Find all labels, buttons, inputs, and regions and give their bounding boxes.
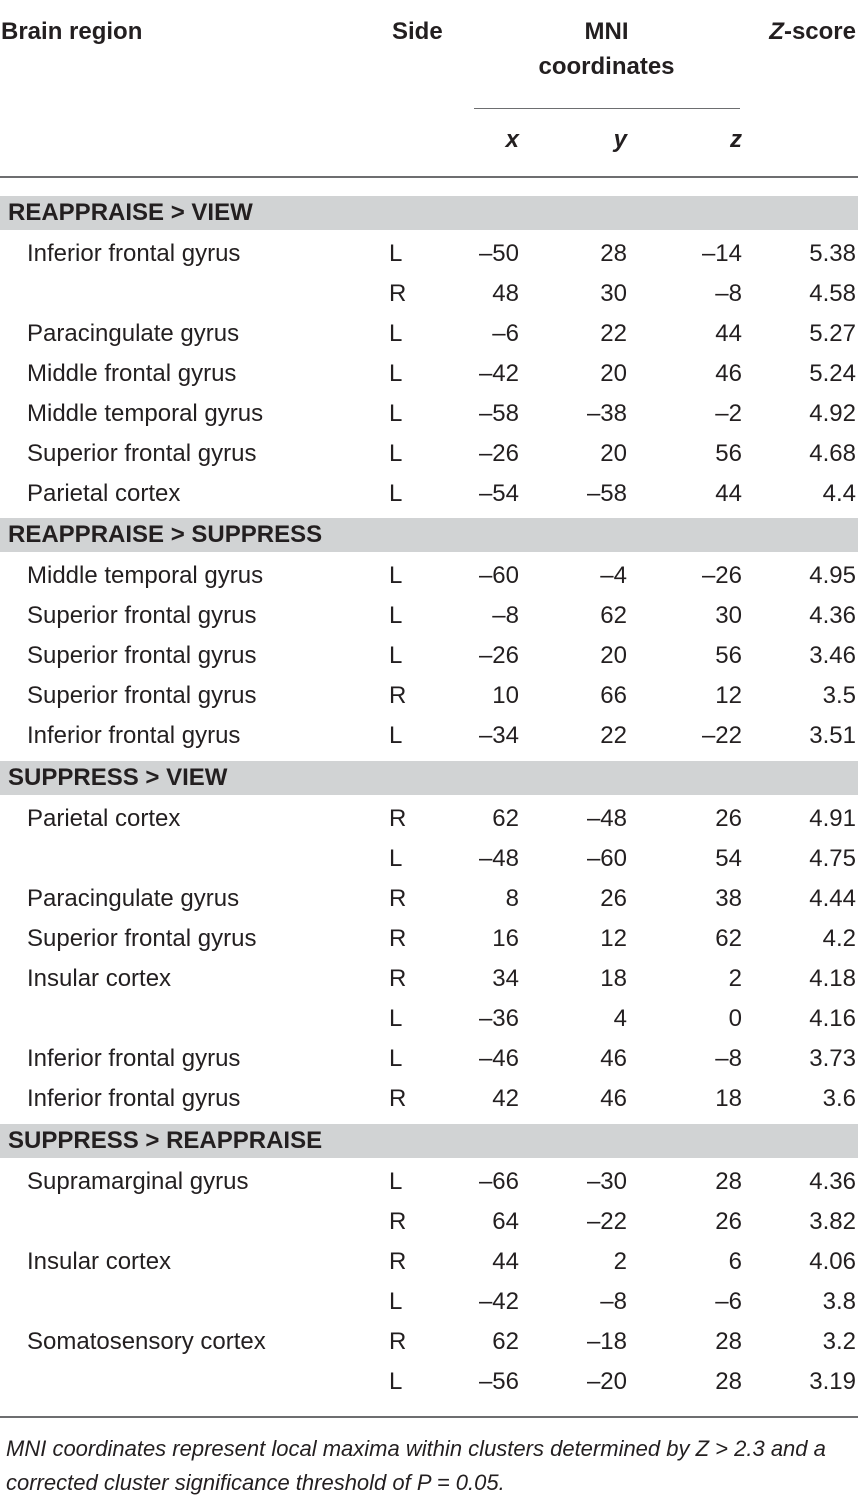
side-cell: L — [389, 480, 403, 507]
region-cell: Middle frontal gyrus — [27, 360, 237, 387]
table-row — [0, 799, 858, 839]
region-cell: Superior frontal gyrus — [27, 642, 257, 669]
y-cell: –18 — [586, 1328, 627, 1355]
y-cell: 30 — [600, 280, 627, 307]
y-cell: –60 — [586, 845, 627, 872]
x-cell: –50 — [478, 240, 519, 267]
x-cell: –56 — [478, 1368, 519, 1395]
side-cell: R — [389, 682, 407, 709]
table-row — [0, 716, 858, 756]
table-row — [0, 636, 858, 676]
side-cell: L — [389, 602, 403, 629]
region-cell: Inferior frontal gyrus — [27, 1045, 241, 1072]
x-cell: –46 — [478, 1045, 519, 1072]
y-cell: 46 — [600, 1045, 627, 1072]
side-cell: L — [389, 845, 403, 872]
section-title: SUPPRESS > VIEW — [8, 764, 228, 791]
table-row — [0, 434, 858, 474]
z-cell: 46 — [715, 360, 742, 387]
table-row — [0, 354, 858, 394]
z-cell: 6 — [728, 1248, 742, 1275]
x-cell: –26 — [478, 642, 519, 669]
y-cell: 20 — [600, 440, 627, 467]
x-cell: –60 — [478, 562, 519, 589]
x-cell: –34 — [478, 722, 519, 749]
y-cell: 18 — [600, 965, 627, 992]
z-cell: 38 — [715, 885, 742, 912]
section-header — [0, 196, 858, 230]
section-title: REAPPRAISE > SUPPRESS — [8, 521, 323, 548]
zscore-cell: 4.44 — [809, 885, 856, 912]
side-cell: L — [389, 1168, 403, 1195]
region-cell: Insular cortex — [27, 965, 172, 992]
header-mni-line1: MNI — [584, 18, 629, 45]
table-row — [0, 959, 858, 999]
y-cell: 28 — [600, 240, 627, 267]
x-cell: –66 — [478, 1168, 519, 1195]
section-header — [0, 761, 858, 795]
zscore-cell: 4.75 — [809, 845, 856, 872]
header-brain-region: Brain region — [1, 18, 143, 45]
zscore-cell: 3.51 — [809, 722, 856, 749]
table-row — [0, 1282, 858, 1322]
x-cell: –8 — [492, 602, 519, 629]
zscore-cell: 4.16 — [809, 1005, 856, 1032]
zscore-cell: 4.18 — [809, 965, 856, 992]
zscore-cell: 3.6 — [822, 1085, 856, 1112]
zscore-cell: 4.95 — [809, 562, 856, 589]
table-row — [0, 1322, 858, 1362]
y-cell: 20 — [600, 360, 627, 387]
x-cell: –54 — [478, 480, 519, 507]
y-cell: 4 — [613, 1005, 627, 1032]
x-cell: –26 — [478, 440, 519, 467]
table-row — [0, 1362, 858, 1402]
table-row — [0, 879, 858, 919]
side-cell: R — [389, 1328, 407, 1355]
table-row — [0, 474, 858, 514]
region-cell: Superior frontal gyrus — [27, 440, 257, 467]
table-row — [0, 839, 858, 879]
z-cell: –22 — [701, 722, 742, 749]
side-cell: R — [389, 1208, 407, 1235]
table-row — [0, 596, 858, 636]
x-cell: 34 — [492, 965, 519, 992]
x-cell: –48 — [478, 845, 519, 872]
side-cell: L — [389, 1368, 403, 1395]
zscore-cell: 3.19 — [809, 1368, 856, 1395]
footnote: MNI coordinates represent local maxima within clusters determined by Z > 2.3 and a corrected cluster significance threshold of P = 0.05. — [6, 1436, 826, 1495]
x-cell: –58 — [478, 400, 519, 427]
x-cell: –42 — [478, 360, 519, 387]
z-cell: –8 — [715, 1045, 742, 1072]
region-cell: Superior frontal gyrus — [27, 602, 257, 629]
header-z-score-rest: -score — [783, 18, 856, 45]
y-cell: –4 — [600, 562, 627, 589]
zscore-cell: 3.73 — [809, 1045, 856, 1072]
z-cell: –26 — [701, 562, 742, 589]
section-title: SUPPRESS > REAPPRAISE — [8, 1127, 323, 1154]
x-cell: 42 — [492, 1085, 519, 1112]
region-cell: Superior frontal gyrus — [27, 925, 257, 952]
region-cell: Insular cortex — [27, 1248, 172, 1275]
zscore-cell: 3.82 — [809, 1208, 856, 1235]
header-z-score-italic: Z — [769, 18, 784, 45]
region-cell: Somatosensory cortex — [27, 1328, 266, 1355]
zscore-cell: 5.38 — [809, 240, 856, 267]
z-cell: 12 — [715, 682, 742, 709]
table-row — [0, 676, 858, 716]
zscore-cell: 5.24 — [809, 360, 856, 387]
y-cell: –48 — [586, 805, 627, 832]
y-cell: 20 — [600, 642, 627, 669]
region-cell: Paracingulate gyrus — [27, 885, 240, 912]
table-row — [0, 1242, 858, 1282]
y-cell: 2 — [613, 1248, 627, 1275]
header-mni-line2: coordinates — [538, 53, 675, 80]
side-cell: L — [389, 320, 403, 347]
x-cell: 48 — [492, 280, 519, 307]
x-cell: 8 — [505, 885, 519, 912]
region-cell: Inferior frontal gyrus — [27, 1085, 241, 1112]
region-cell: Superior frontal gyrus — [27, 682, 257, 709]
x-cell: 62 — [492, 805, 519, 832]
side-cell: R — [389, 805, 407, 832]
section-title: REAPPRAISE > VIEW — [8, 199, 253, 226]
zscore-cell: 4.92 — [809, 400, 856, 427]
zscore-cell: 5.27 — [809, 320, 856, 347]
header-z: z — [730, 126, 742, 153]
z-cell: 0 — [728, 1005, 742, 1032]
table-row — [0, 234, 858, 274]
zscore-cell: 4.36 — [809, 602, 856, 629]
z-cell: 28 — [715, 1328, 742, 1355]
region-cell: Inferior frontal gyrus — [27, 722, 241, 749]
y-cell: 66 — [600, 682, 627, 709]
z-cell: –14 — [701, 240, 742, 267]
x-cell: 44 — [492, 1248, 519, 1275]
y-cell: 22 — [600, 320, 627, 347]
zscore-cell: 3.8 — [822, 1288, 856, 1315]
z-cell: 54 — [715, 845, 742, 872]
y-cell: –20 — [586, 1368, 627, 1395]
zscore-cell: 4.58 — [809, 280, 856, 307]
y-cell: 46 — [600, 1085, 627, 1112]
y-cell: –22 — [586, 1208, 627, 1235]
y-cell: 12 — [600, 925, 627, 952]
zscore-cell: 3.2 — [822, 1328, 856, 1355]
table-bottom-rule — [0, 1416, 858, 1418]
x-cell: –36 — [478, 1005, 519, 1032]
y-cell: –30 — [586, 1168, 627, 1195]
table-row — [0, 556, 858, 596]
section-header — [0, 518, 858, 552]
zscore-cell: 4.2 — [822, 925, 856, 952]
z-cell: –2 — [715, 400, 742, 427]
z-cell: 2 — [728, 965, 742, 992]
header-x: x — [505, 126, 519, 153]
side-cell: R — [389, 965, 407, 992]
region-cell: Parietal cortex — [27, 480, 181, 507]
side-cell: R — [389, 925, 407, 952]
header-z-score — [769, 14, 856, 49]
z-cell: –6 — [715, 1288, 742, 1315]
table-row — [0, 1162, 858, 1202]
zscore-cell: 3.5 — [822, 682, 856, 709]
z-cell: 44 — [715, 480, 742, 507]
table-row — [0, 1039, 858, 1079]
header-y: y — [613, 126, 627, 153]
x-cell: –42 — [478, 1288, 519, 1315]
y-cell: 26 — [600, 885, 627, 912]
side-cell: L — [389, 240, 403, 267]
zscore-cell: 4.68 — [809, 440, 856, 467]
x-cell: –6 — [492, 320, 519, 347]
x-cell: 16 — [492, 925, 519, 952]
section-header — [0, 1124, 858, 1158]
region-cell: Supramarginal gyrus — [27, 1168, 249, 1195]
side-cell: L — [389, 722, 403, 749]
z-cell: 56 — [715, 642, 742, 669]
zscore-cell: 4.4 — [822, 480, 856, 507]
region-cell: Inferior frontal gyrus — [27, 240, 241, 267]
x-cell: 64 — [492, 1208, 519, 1235]
zscore-cell: 4.36 — [809, 1168, 856, 1195]
side-cell: L — [389, 360, 403, 387]
side-cell: L — [389, 642, 403, 669]
table-row — [0, 314, 858, 354]
y-cell: –58 — [586, 480, 627, 507]
side-cell: R — [389, 1248, 407, 1275]
side-cell: L — [389, 400, 403, 427]
side-cell: L — [389, 1005, 403, 1032]
z-cell: 28 — [715, 1368, 742, 1395]
z-cell: 28 — [715, 1168, 742, 1195]
zscore-cell: 4.06 — [809, 1248, 856, 1275]
side-cell: L — [389, 440, 403, 467]
z-cell: 62 — [715, 925, 742, 952]
y-cell: 62 — [600, 602, 627, 629]
side-cell: L — [389, 562, 403, 589]
header-mni — [474, 14, 739, 84]
z-cell: 44 — [715, 320, 742, 347]
x-cell: 62 — [492, 1328, 519, 1355]
z-cell: 56 — [715, 440, 742, 467]
table-row — [0, 1079, 858, 1119]
region-cell: Middle temporal gyrus — [27, 400, 264, 427]
z-cell: 26 — [715, 805, 742, 832]
table-row — [0, 274, 858, 314]
z-cell: –8 — [715, 280, 742, 307]
zscore-cell: 3.46 — [809, 642, 856, 669]
side-cell: R — [389, 885, 407, 912]
table-row — [0, 919, 858, 959]
side-cell: R — [389, 280, 407, 307]
z-cell: 30 — [715, 602, 742, 629]
y-cell: –8 — [600, 1288, 627, 1315]
zscore-cell: 4.91 — [809, 805, 856, 832]
table-row — [0, 1202, 858, 1242]
region-cell: Paracingulate gyrus — [27, 320, 240, 347]
y-cell: 22 — [600, 722, 627, 749]
region-cell: Middle temporal gyrus — [27, 562, 264, 589]
side-cell: L — [389, 1045, 403, 1072]
z-cell: 26 — [715, 1208, 742, 1235]
x-cell: 10 — [492, 682, 519, 709]
mni-underline — [474, 108, 740, 109]
region-cell: Parietal cortex — [27, 805, 181, 832]
table-row — [0, 999, 858, 1039]
table-row — [0, 394, 858, 434]
side-cell: L — [389, 1288, 403, 1315]
header-side: Side — [392, 18, 443, 45]
header-bottom-rule — [0, 176, 858, 178]
y-cell: –38 — [586, 400, 627, 427]
z-cell: 18 — [715, 1085, 742, 1112]
side-cell: R — [389, 1085, 407, 1112]
